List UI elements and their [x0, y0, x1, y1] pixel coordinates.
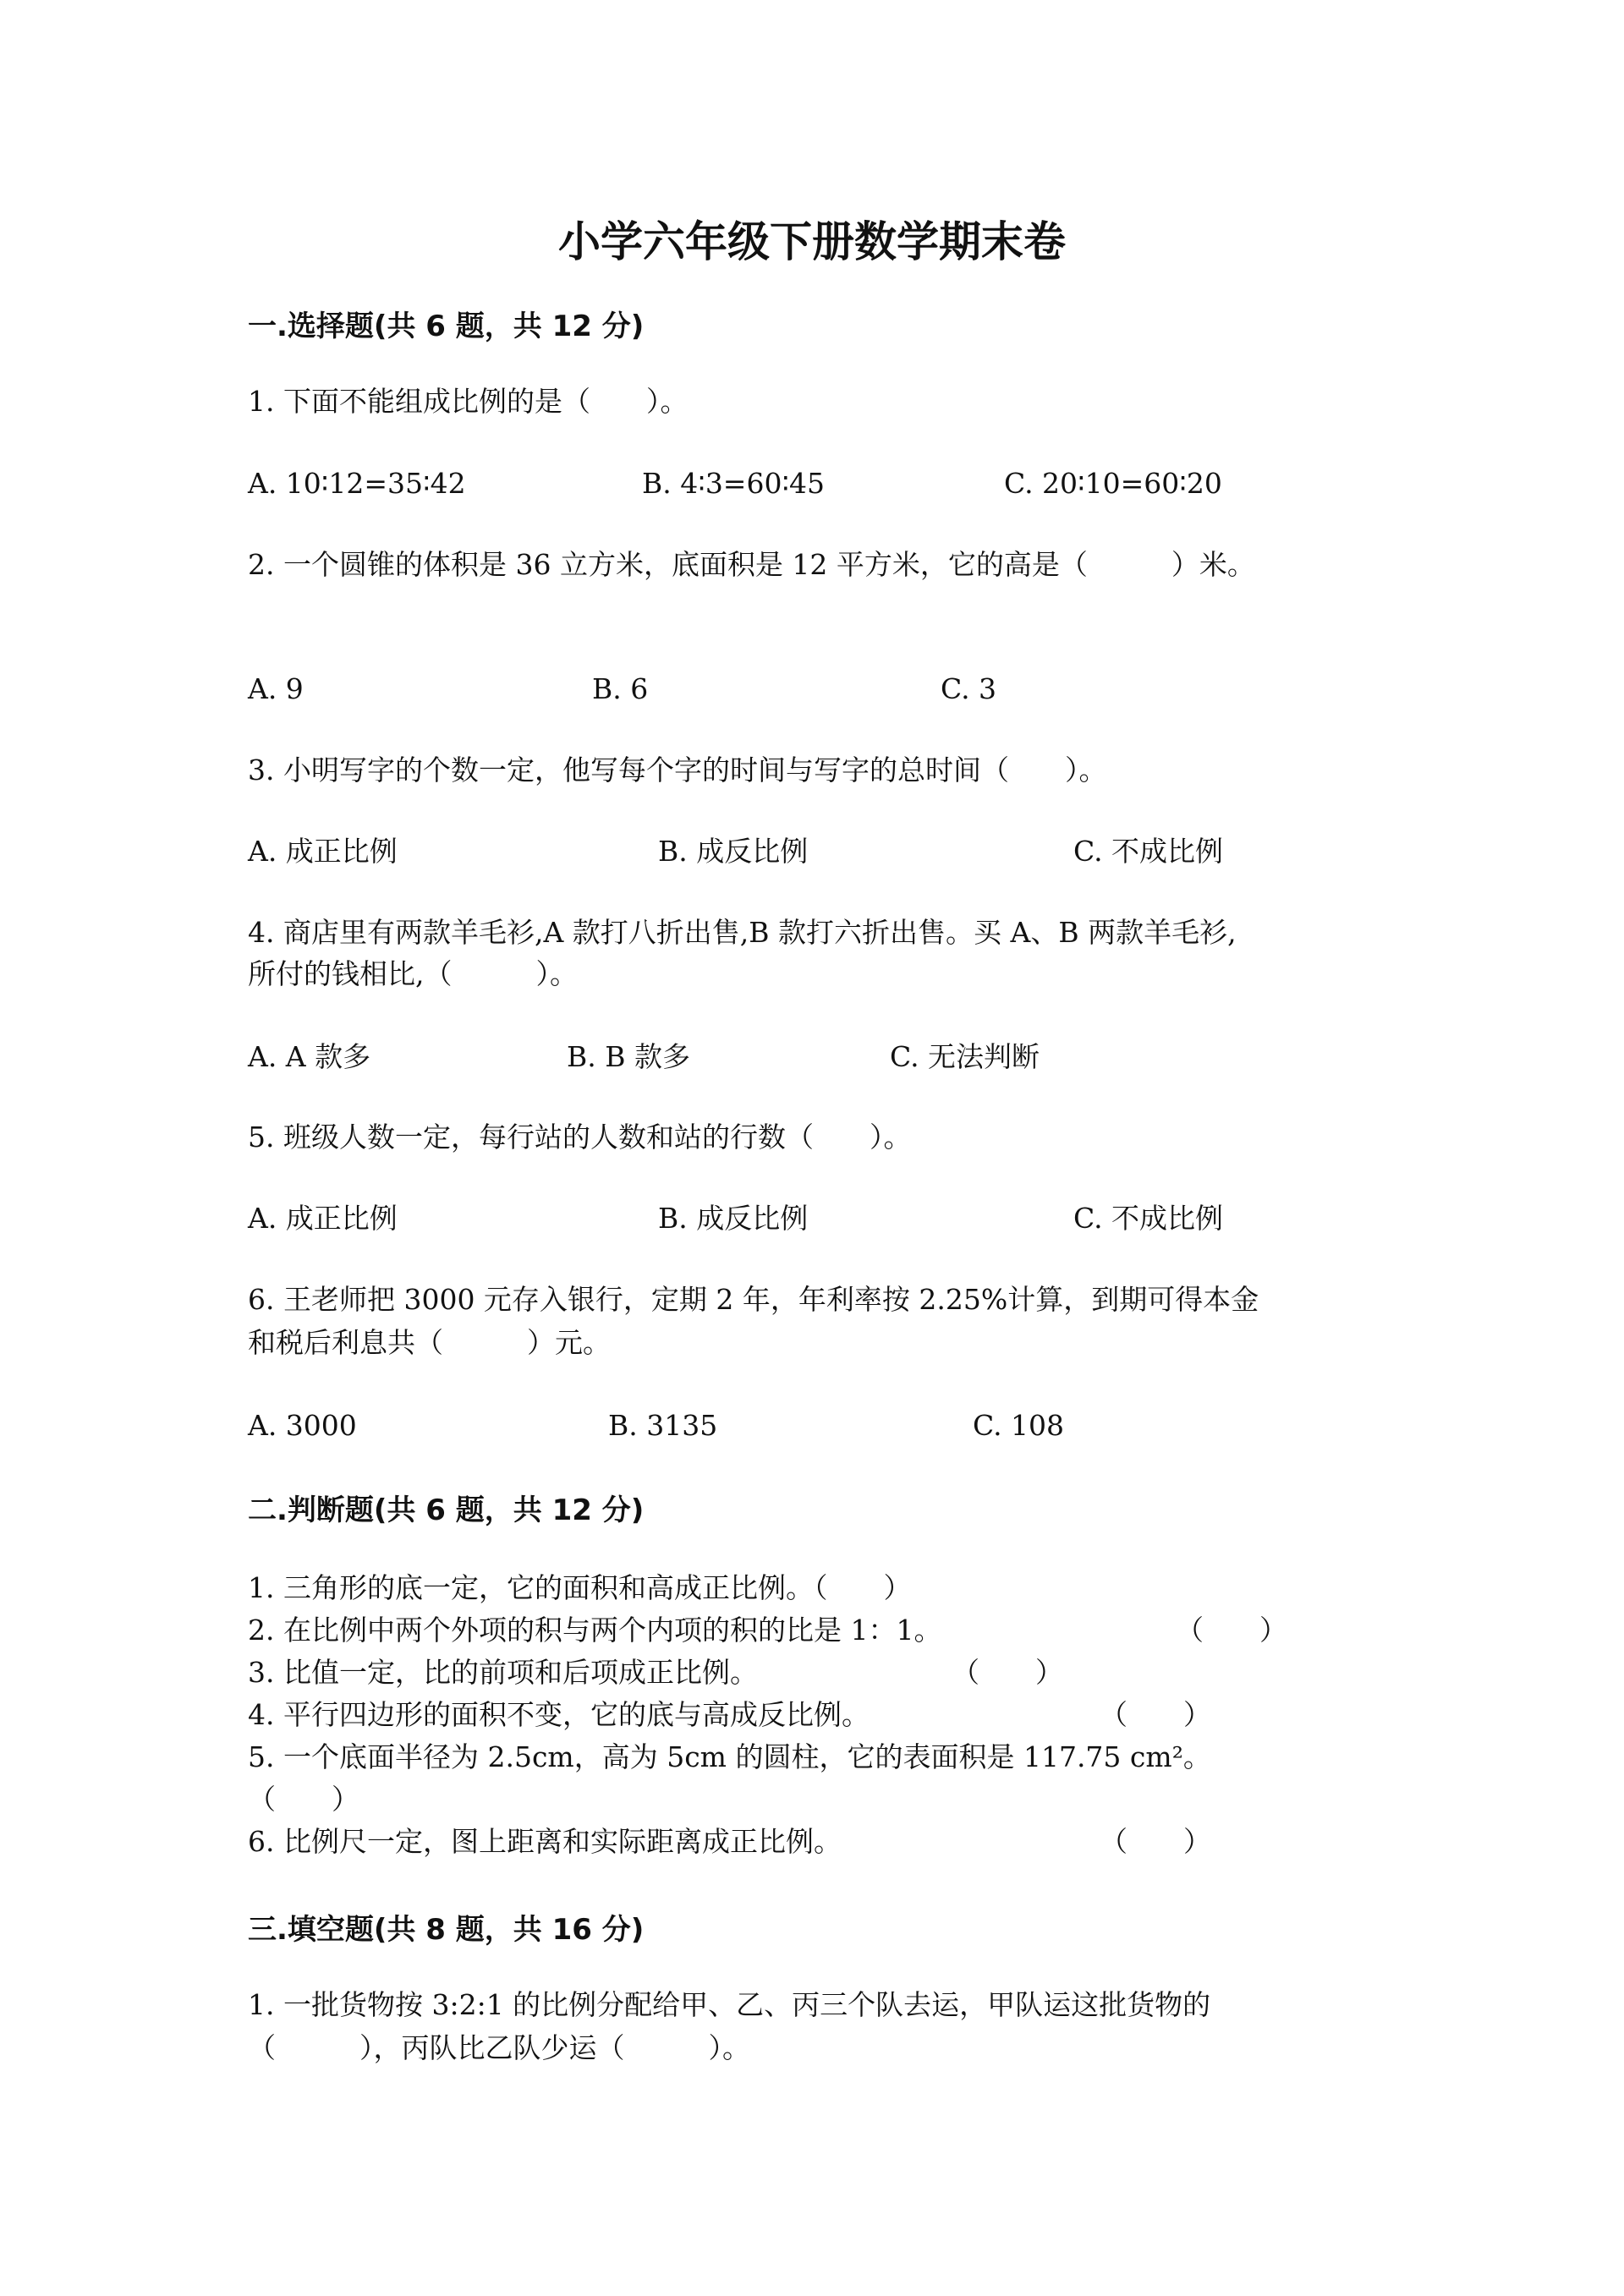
option-b: B. B 款多 — [567, 1040, 690, 1073]
option-a: A. 成正比例 — [248, 835, 398, 868]
option-c: C. 108 — [973, 1409, 1065, 1442]
question-text: 6. 王老师把 3000 元存入银行，定期 2 年，年利率按 2.25%计算，到期可得本金 — [248, 1283, 1259, 1316]
question-text: 5. 班级人数一定，每行站的人数和站的行数（ ）。 — [248, 1121, 912, 1153]
option-a: A. 9 — [248, 672, 304, 705]
option-c: C. 不成比例 — [1073, 835, 1224, 868]
option-b: B. 3135 — [608, 1409, 718, 1442]
question-text: 和税后利息共（ ）元。 — [248, 1326, 611, 1359]
option-a: A. 10∶12=35∶42 — [248, 467, 466, 500]
answer-blank: （ ） — [1100, 1825, 1211, 1858]
section-heading-choice: 一.选择题(共 6 题，共 12 分) — [248, 310, 645, 343]
answer-blank: （ ） — [1176, 1614, 1287, 1647]
option-b: B. 4∶3=60∶45 — [642, 467, 826, 500]
section-heading-fill: 三.填空题(共 8 题，共 16 分) — [248, 1913, 645, 1947]
option-a: A. 3000 — [248, 1409, 357, 1442]
question-text: 1. 一批货物按 3:2:1 的比例分配给甲、乙、丙三个队去运，甲队运这批货物的 — [248, 1988, 1211, 2021]
answer-blank: （ ） — [1100, 1698, 1211, 1731]
question-text: 所付的钱相比,（ ）。 — [248, 957, 578, 990]
page-title: 小学六年级下册数学期末卷 — [558, 217, 1066, 266]
question-text: （ ），丙队比乙队少运（ ）。 — [248, 2031, 750, 2064]
option-a: A. 成正比例 — [248, 1202, 398, 1235]
question-text: 4. 商店里有两款羊毛衫,A 款打八折出售,B 款打六折出售。买 A、B 两款羊毛衫, — [248, 916, 1237, 949]
judgement-item: 1. 三角形的底一定，它的面积和高成正比例。（ ） — [248, 1571, 912, 1604]
option-b: B. 6 — [592, 672, 649, 705]
option-c: C. 无法判断 — [890, 1040, 1040, 1073]
answer-blank: （ ） — [248, 1783, 359, 1816]
question-text: 2. 一个圆锥的体积是 36 立方米，底面积是 12 平方米，它的高是（ ）米。 — [248, 548, 1255, 581]
option-b: B. 成反比例 — [658, 1202, 809, 1235]
option-c: C. 3 — [941, 672, 997, 705]
question-text: 3. 小明写字的个数一定，他写每个字的时间与写字的总时间（ ）。 — [248, 753, 1107, 786]
judgement-item: 2. 在比例中两个外项的积与两个内项的积的比是 1：1。 — [248, 1614, 942, 1647]
question-text: 1. 下面不能组成比例的是（ ）。 — [248, 385, 689, 418]
judgement-item: 6. 比例尺一定，图上距离和实际距离成正比例。 — [248, 1825, 842, 1858]
option-a: A. A 款多 — [248, 1040, 371, 1073]
judgement-item: 5. 一个底面半径为 2.5cm，高为 5cm 的圆柱，它的表面积是 117.75 cm²。 — [248, 1740, 1211, 1773]
option-c: C. 20∶10=60∶20 — [1004, 467, 1222, 500]
option-c: C. 不成比例 — [1073, 1202, 1224, 1235]
section-heading-judgement: 二.判断题(共 6 题，共 12 分) — [248, 1493, 645, 1527]
option-b: B. 成反比例 — [658, 835, 809, 868]
answer-blank: （ ） — [952, 1656, 1063, 1689]
judgement-item: 4. 平行四边形的面积不变，它的底与高成反比例。 — [248, 1698, 870, 1731]
judgement-item: 3. 比值一定，比的前项和后项成正比例。 — [248, 1656, 758, 1689]
